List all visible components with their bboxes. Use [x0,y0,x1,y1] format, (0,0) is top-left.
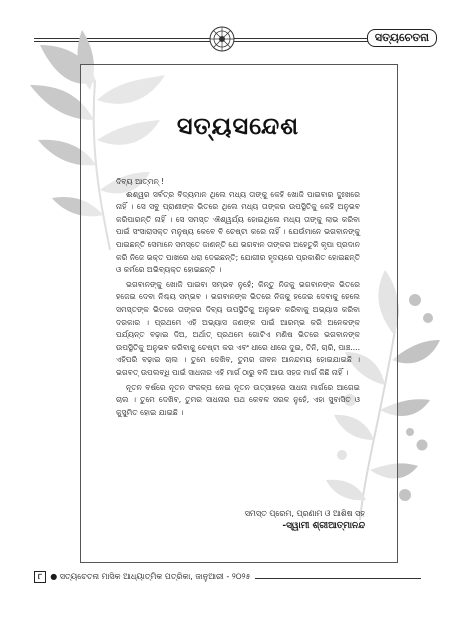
signature: -ସ୍ୱାମୀ ଶ୍ରୀଆତ୍ମାନନ୍ଦ [282,521,365,531]
article-body [116,176,360,421]
footer-text: ● ସତ୍ୟଚେତନା ମାସିକ ଆଧ୍ୟାତ୍ମିକ ପତ୍ରିକା, ଜାନୁଆରୀ - ୨୦୨୫ [50,572,251,581]
article-title: ସତ୍ୟସନ୍ଦେଶ [176,112,300,140]
paragraph-2: ଭଗବାନଙ୍କୁ ଖୋଜି ପାଇବା ସମ୍ଭବ ନୁହେଁ; କିନ୍ତୁ ନିଜକୁ ଭଗବାନଙ୍କ ଭିତରେ ହଜେଇ ଦେବା ନିଶ୍ଚୟ ସମ୍ଭବ । ଭଗବାନଙ୍କ ଭିତରେ ନିଜକୁ ହଜେଇ ଦେବାକୁ ହେଲେ ସମସ୍ତଙ୍କ ଭିତରେ ତାଙ୍କର ଦିବ୍ୟ ଉପସ୍ଥିତିକୁ ଅନୁଭବ କରିବାକୁ ଅଭ୍ୟାସ କରିବା ଦରକାର । ପ୍ରଥମେ ଏହି ଅଭ୍ୟାସ ଜଣଙ୍କ ପାଇଁ ଆରମ୍ଭ କରି ଅନେକଙ୍କ ପର୍ଯ୍ୟନ୍ତ ବଢ଼ାଇ ଦିଅ, ଅର୍ଥାତ୍ ପ୍ରଥମେ ଗୋଟିଏ ମଣିଷ ଭିତରେ ଭଗବାନଙ୍କ ଉପସ୍ଥିତିକୁ ଅନୁଭବ କରିବାକୁ ଚେଷ୍ଟା କର ଏବଂ ଧୀରେ ଧୀରେ ଦୁଇ, ତିନି, ଚାରି, ପାଞ୍ଚ.... ଏହିପରି ବଢ଼ାଇ ଚାଲ । ତୁମେ ଦେଖିବ, ତୁମର ଜୀବନ ଆନନ୍ଦମୟ ହୋଇଯାଇଛି । ଭଗବତ୍ ଉପଲବ୍ଧି ପାଇଁ ସାଧନାର ଏହି ମାର୍ଗ ଠାରୁ ବଳି ଆଉ ସହଜ ମାର୍ଗ କିଛି ନାହିଁ । [116,279,360,377]
paragraph-1: ଈଶ୍ୱର ସର୍ବତ୍ର ବିଦ୍ୟମାନ ଥିଲେ ମଧ୍ୟ ତାଙ୍କୁ କେହି ଖୋଜି ପାଇବାର ଦୁଃଖରେ ନାହିଁ । ସେ ସବୁ ପ୍ରାଣୀଙ୍କ ଭିତରେ ଥିଲେ ମଧ୍ୟ ତାଙ୍କର ଉପସ୍ଥିତିକୁ କେହି ଅନୁଭବ କରିପାରନ୍ତି ନାହିଁ । ସେ ସମସ୍ତ ଐଶ୍ୱର୍ଯ୍ୟ ହୋଇଥିଲେ ମଧ୍ୟ ତାଙ୍କୁ ଲାଭ କରିବା ପାଇଁ ସଂସାରାସକ୍ତ ମନୁଷ୍ୟ କେବେ ବି ଚେଷ୍ଟା କରେ ନାହିଁ । ଯେଉଁମାନେ ଭଗବାନଙ୍କୁ ପାଇଛନ୍ତି ସେମାନେ ସମସ୍ତେ ଜାଣନ୍ତି ଯେ ଭଗବାନ ତାଙ୍କର ଅହେତୁକି କୃପା ପ୍ରଦାନ କରି ନିଜେ ଭକ୍ତ ପାଖରେ ଧରା ଦେଇଛନ୍ତି; ଯୋଗୀର ହୃଦୟରେ ପ୍ରକାଶିତ ହୋଇଛନ୍ତି ଓ କର୍ମରେ ଅଭିବ୍ୟକ୍ତ ହୋଇଛନ୍ତି । [116,189,360,275]
paragraph-3: ନୂତନ ବର୍ଷରେ ନୂତନ ସଂକଳ୍ପ ନେଇ ନୂତନ ଉତ୍ସାହରେ ସାଧନା ମାର୍ଗରେ ଆଗେଇ ଚାଲ । ତୁମେ ଦେଖିବ, ତୁମର ସାଧନାର ପଥ କେବଳ ସରଳ ନୁହେଁ, ଏହା ସୁବାସିତ ଓ କୁସୁମିତ ହୋଇ ଯାଇଛି । [116,382,360,417]
greeting: ଦିବ୍ୟ ଆତ୍ମନ୍ ! [116,177,165,186]
closing-block [245,507,365,533]
footer [34,571,255,583]
magazine-label: ସତ୍ୟଚେତନା [367,29,437,47]
closing-line: ସମସ୍ତ ପ୍ରେମ, ପ୍ରଣାମ ଓ ଆଶିଷ ସହ [244,509,365,518]
page-number: ୮ [34,571,46,583]
